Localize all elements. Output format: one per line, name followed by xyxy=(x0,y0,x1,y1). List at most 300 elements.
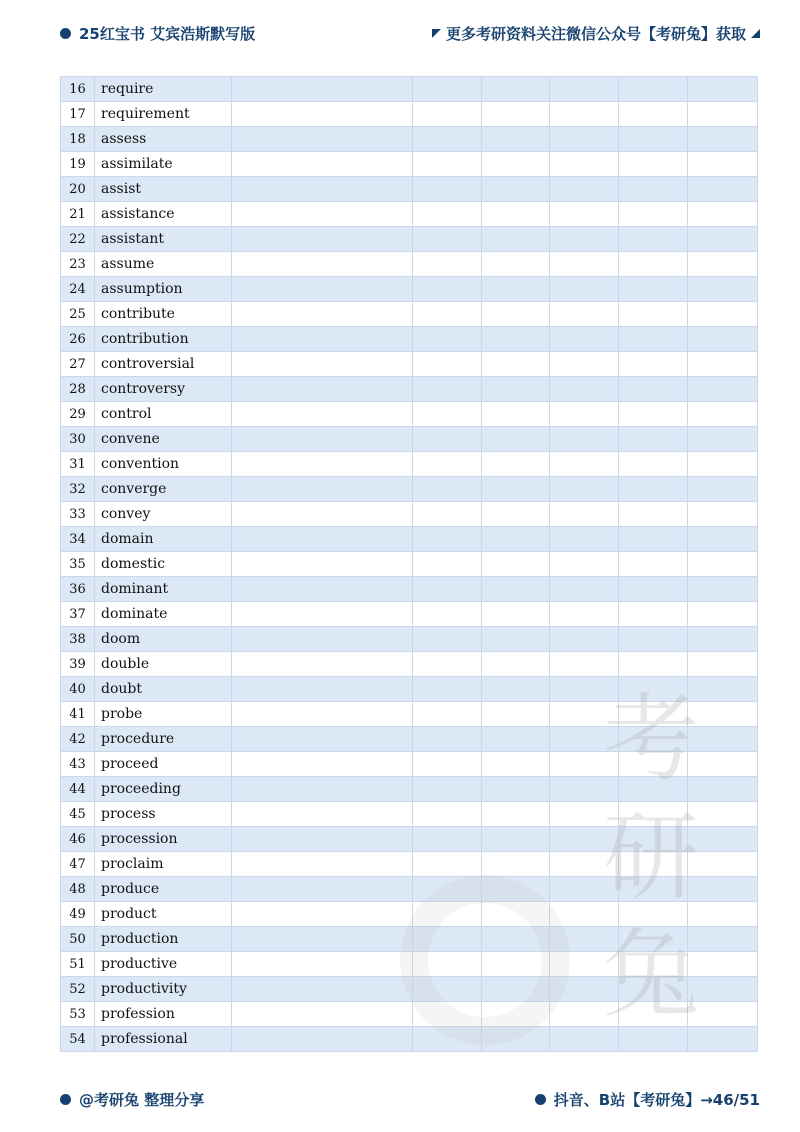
vocab-word: doubt xyxy=(95,677,232,702)
table-row xyxy=(61,452,758,477)
blank-cell xyxy=(550,477,619,502)
row-number: 37 xyxy=(61,602,95,627)
blank-cell xyxy=(413,127,482,152)
vocab-word: procedure xyxy=(95,727,232,752)
blank-cell xyxy=(619,1002,688,1027)
blank-cell xyxy=(688,127,758,152)
table-row xyxy=(61,427,758,452)
blank-cell xyxy=(232,252,413,277)
vocab-word: procession xyxy=(95,827,232,852)
blank-cell xyxy=(232,277,413,302)
blank-cell xyxy=(482,477,550,502)
blank-cell xyxy=(413,977,482,1002)
blank-cell xyxy=(550,77,619,102)
blank-cell xyxy=(232,1002,413,1027)
blank-cell xyxy=(482,252,550,277)
blank-cell xyxy=(688,802,758,827)
blank-cell xyxy=(232,577,413,602)
vocab-word: professional xyxy=(95,1027,232,1052)
blank-cell xyxy=(482,727,550,752)
blank-cell xyxy=(688,227,758,252)
row-number: 44 xyxy=(61,777,95,802)
blank-cell xyxy=(413,827,482,852)
blank-cell xyxy=(232,552,413,577)
blank-cell xyxy=(619,327,688,352)
blank-cell xyxy=(688,1002,758,1027)
blank-cell xyxy=(688,927,758,952)
vocab-word: proceeding xyxy=(95,777,232,802)
table-row xyxy=(61,402,758,427)
blank-cell xyxy=(688,727,758,752)
table-row xyxy=(61,277,758,302)
vocab-word: product xyxy=(95,902,232,927)
blank-cell xyxy=(688,977,758,1002)
row-number: 41 xyxy=(61,702,95,727)
blank-cell xyxy=(482,377,550,402)
table-row xyxy=(61,777,758,802)
blank-cell xyxy=(482,302,550,327)
vocab-word: require xyxy=(95,77,232,102)
blank-cell xyxy=(232,302,413,327)
blank-cell xyxy=(482,177,550,202)
blank-cell xyxy=(688,952,758,977)
blank-cell xyxy=(413,802,482,827)
blank-cell xyxy=(619,752,688,777)
blank-cell xyxy=(688,852,758,877)
blank-cell xyxy=(413,202,482,227)
vocab-word: convention xyxy=(95,452,232,477)
blank-cell xyxy=(688,452,758,477)
blank-cell xyxy=(688,77,758,102)
row-number: 16 xyxy=(61,77,95,102)
blank-cell xyxy=(550,827,619,852)
blank-cell xyxy=(413,152,482,177)
blank-cell xyxy=(232,327,413,352)
footer-left xyxy=(60,1089,204,1110)
blank-cell xyxy=(232,127,413,152)
blank-cell xyxy=(232,502,413,527)
vocab-word: domain xyxy=(95,527,232,552)
blank-cell xyxy=(232,402,413,427)
vocab-word: profession xyxy=(95,1002,232,1027)
blank-cell xyxy=(688,552,758,577)
blank-cell xyxy=(232,802,413,827)
blank-cell xyxy=(619,1027,688,1052)
table-row xyxy=(61,802,758,827)
blank-cell xyxy=(550,127,619,152)
row-number: 46 xyxy=(61,827,95,852)
blank-cell xyxy=(550,202,619,227)
row-number: 21 xyxy=(61,202,95,227)
table-row xyxy=(61,652,758,677)
blank-cell xyxy=(619,777,688,802)
footer-credit: @考研兔 整理分享 xyxy=(79,1091,205,1109)
blank-cell xyxy=(619,277,688,302)
blank-cell xyxy=(482,402,550,427)
table-row xyxy=(61,852,758,877)
blank-cell xyxy=(413,227,482,252)
blank-cell xyxy=(550,777,619,802)
blank-cell xyxy=(232,727,413,752)
blank-cell xyxy=(232,627,413,652)
blank-cell xyxy=(688,602,758,627)
vocab-word: requirement xyxy=(95,102,232,127)
row-number: 50 xyxy=(61,927,95,952)
row-number: 31 xyxy=(61,452,95,477)
table-row xyxy=(61,702,758,727)
blank-cell xyxy=(413,652,482,677)
table-row xyxy=(61,102,758,127)
blank-cell xyxy=(688,877,758,902)
blank-cell xyxy=(482,352,550,377)
vocab-table xyxy=(60,76,758,1052)
blank-cell xyxy=(232,777,413,802)
blank-cell xyxy=(413,877,482,902)
blank-cell xyxy=(232,427,413,452)
blank-cell xyxy=(550,352,619,377)
row-number: 45 xyxy=(61,802,95,827)
blank-cell xyxy=(550,377,619,402)
blank-cell xyxy=(482,502,550,527)
blank-cell xyxy=(482,277,550,302)
table-row xyxy=(61,202,758,227)
blank-cell xyxy=(413,352,482,377)
vocab-word: production xyxy=(95,927,232,952)
blank-cell xyxy=(413,1002,482,1027)
vocab-word: contribution xyxy=(95,327,232,352)
blank-cell xyxy=(413,1027,482,1052)
blank-cell xyxy=(232,602,413,627)
blank-cell xyxy=(619,77,688,102)
blank-cell xyxy=(550,927,619,952)
blank-cell xyxy=(482,202,550,227)
row-number: 36 xyxy=(61,577,95,602)
blank-cell xyxy=(232,102,413,127)
blank-cell xyxy=(550,277,619,302)
vocab-word: produce xyxy=(95,877,232,902)
header-right xyxy=(432,23,760,44)
table-row xyxy=(61,227,758,252)
blank-cell xyxy=(619,252,688,277)
blank-cell xyxy=(619,727,688,752)
blank-cell xyxy=(232,202,413,227)
vocab-word: productivity xyxy=(95,977,232,1002)
blank-cell xyxy=(688,152,758,177)
row-number: 35 xyxy=(61,552,95,577)
blank-cell xyxy=(482,127,550,152)
blank-cell xyxy=(232,152,413,177)
blank-cell xyxy=(482,327,550,352)
blank-cell xyxy=(413,777,482,802)
blank-cell xyxy=(619,677,688,702)
blank-cell xyxy=(482,827,550,852)
table-row xyxy=(61,1002,758,1027)
blank-cell xyxy=(413,727,482,752)
promo-text: 更多考研资料关注微信公众号【考研兔】获取 xyxy=(445,25,746,43)
blank-cell xyxy=(482,552,550,577)
table-row xyxy=(61,952,758,977)
row-number: 17 xyxy=(61,102,95,127)
blank-cell xyxy=(413,77,482,102)
row-number: 29 xyxy=(61,402,95,427)
blank-cell xyxy=(482,702,550,727)
blank-cell xyxy=(619,352,688,377)
table-row xyxy=(61,727,758,752)
blank-cell xyxy=(413,402,482,427)
table-row xyxy=(61,552,758,577)
blank-cell xyxy=(619,302,688,327)
table-row xyxy=(61,177,758,202)
blank-cell xyxy=(619,227,688,252)
blank-cell xyxy=(482,677,550,702)
blank-cell xyxy=(413,752,482,777)
blank-cell xyxy=(413,527,482,552)
blank-cell xyxy=(619,552,688,577)
row-number: 47 xyxy=(61,852,95,877)
blank-cell xyxy=(619,852,688,877)
blank-cell xyxy=(550,402,619,427)
blank-cell xyxy=(619,427,688,452)
blank-cell xyxy=(550,677,619,702)
blank-cell xyxy=(413,427,482,452)
blank-cell xyxy=(413,602,482,627)
blank-cell xyxy=(550,652,619,677)
row-number: 53 xyxy=(61,1002,95,1027)
blank-cell xyxy=(619,152,688,177)
blank-cell xyxy=(619,202,688,227)
table-row xyxy=(61,477,758,502)
blank-cell xyxy=(413,277,482,302)
blank-cell xyxy=(619,902,688,927)
table-row xyxy=(61,377,758,402)
row-number: 52 xyxy=(61,977,95,1002)
blank-cell xyxy=(232,77,413,102)
table-row xyxy=(61,877,758,902)
blank-cell xyxy=(619,102,688,127)
row-number: 27 xyxy=(61,352,95,377)
table-row xyxy=(61,602,758,627)
row-number: 26 xyxy=(61,327,95,352)
blank-cell xyxy=(688,502,758,527)
vocab-word: contribute xyxy=(95,302,232,327)
blank-cell xyxy=(413,902,482,927)
blank-cell xyxy=(550,552,619,577)
blank-cell xyxy=(550,577,619,602)
blank-cell xyxy=(550,527,619,552)
watermark-char: 考 xyxy=(603,683,699,795)
blank-cell xyxy=(688,252,758,277)
blank-cell xyxy=(482,927,550,952)
row-number: 51 xyxy=(61,952,95,977)
blank-cell xyxy=(619,402,688,427)
row-number: 20 xyxy=(61,177,95,202)
blank-cell xyxy=(619,952,688,977)
blank-cell xyxy=(550,627,619,652)
blank-cell xyxy=(413,252,482,277)
blank-cell xyxy=(688,377,758,402)
triangle-left-icon xyxy=(432,29,441,38)
blank-cell xyxy=(619,702,688,727)
row-number: 38 xyxy=(61,627,95,652)
blank-cell xyxy=(688,827,758,852)
blank-cell xyxy=(482,952,550,977)
table-row xyxy=(61,327,758,352)
blank-cell xyxy=(232,852,413,877)
blank-cell xyxy=(550,1002,619,1027)
blank-cell xyxy=(232,827,413,852)
blank-cell xyxy=(619,652,688,677)
blank-cell xyxy=(619,452,688,477)
blank-cell xyxy=(482,852,550,877)
blank-cell xyxy=(232,877,413,902)
blank-cell xyxy=(232,227,413,252)
table-row xyxy=(61,902,758,927)
blank-cell xyxy=(482,752,550,777)
page-footer xyxy=(0,1084,800,1114)
blank-cell xyxy=(619,177,688,202)
blank-cell xyxy=(482,152,550,177)
blank-cell xyxy=(619,377,688,402)
blank-cell xyxy=(688,302,758,327)
blank-cell xyxy=(413,502,482,527)
blank-cell xyxy=(550,727,619,752)
row-number: 54 xyxy=(61,1027,95,1052)
blank-cell xyxy=(232,752,413,777)
vocab-word: dominate xyxy=(95,602,232,627)
table-row xyxy=(61,677,758,702)
blank-cell xyxy=(232,702,413,727)
blank-cell xyxy=(688,627,758,652)
blank-cell xyxy=(619,627,688,652)
blank-cell xyxy=(482,452,550,477)
watermark-char: 研 xyxy=(603,801,699,913)
blank-cell xyxy=(550,452,619,477)
vocab-word: controversy xyxy=(95,377,232,402)
table-row xyxy=(61,927,758,952)
blank-cell xyxy=(550,752,619,777)
blank-cell xyxy=(482,627,550,652)
blank-cell xyxy=(232,1027,413,1052)
blank-cell xyxy=(413,377,482,402)
row-number: 19 xyxy=(61,152,95,177)
blank-cell xyxy=(232,352,413,377)
blank-cell xyxy=(413,302,482,327)
footer-social-page: 抖音、B站【考研兔】→46/51 xyxy=(553,1091,760,1109)
vocab-word: convey xyxy=(95,502,232,527)
row-number: 25 xyxy=(61,302,95,327)
blank-cell xyxy=(550,502,619,527)
blank-cell xyxy=(688,177,758,202)
blank-cell xyxy=(619,827,688,852)
blank-cell xyxy=(688,352,758,377)
blank-cell xyxy=(413,677,482,702)
row-number: 40 xyxy=(61,677,95,702)
blank-cell xyxy=(619,802,688,827)
vocab-word: process xyxy=(95,802,232,827)
blank-cell xyxy=(688,677,758,702)
blank-cell xyxy=(413,452,482,477)
blank-cell xyxy=(482,802,550,827)
blank-cell xyxy=(619,127,688,152)
row-number: 34 xyxy=(61,527,95,552)
blank-cell xyxy=(619,502,688,527)
row-number: 30 xyxy=(61,427,95,452)
row-number: 39 xyxy=(61,652,95,677)
table-row xyxy=(61,752,758,777)
header-left xyxy=(60,23,255,44)
vocab-word: convene xyxy=(95,427,232,452)
vocab-word: productive xyxy=(95,952,232,977)
table-row xyxy=(61,152,758,177)
row-number: 24 xyxy=(61,277,95,302)
vocab-word: proclaim xyxy=(95,852,232,877)
table-row xyxy=(61,127,758,152)
vocab-word: doom xyxy=(95,627,232,652)
blank-cell xyxy=(688,477,758,502)
blank-cell xyxy=(232,477,413,502)
vocab-word: assimilate xyxy=(95,152,232,177)
blank-cell xyxy=(550,877,619,902)
row-number: 43 xyxy=(61,752,95,777)
row-number: 28 xyxy=(61,377,95,402)
vocab-word: proceed xyxy=(95,752,232,777)
blank-cell xyxy=(482,777,550,802)
table-row xyxy=(61,627,758,652)
blank-cell xyxy=(232,377,413,402)
vocab-table-container xyxy=(60,76,757,1052)
vocab-word: assistance xyxy=(95,202,232,227)
blank-cell xyxy=(619,577,688,602)
blank-cell xyxy=(232,652,413,677)
vocab-word: probe xyxy=(95,702,232,727)
blank-cell xyxy=(232,977,413,1002)
blank-cell xyxy=(413,927,482,952)
blank-cell xyxy=(482,902,550,927)
blank-cell xyxy=(688,652,758,677)
blank-cell xyxy=(413,102,482,127)
blank-cell xyxy=(550,1027,619,1052)
vocab-word: double xyxy=(95,652,232,677)
bullet-icon xyxy=(535,1094,546,1105)
blank-cell xyxy=(413,852,482,877)
blank-cell xyxy=(619,527,688,552)
table-row xyxy=(61,1027,758,1052)
vocab-word: assume xyxy=(95,252,232,277)
blank-cell xyxy=(619,602,688,627)
triangle-right-icon xyxy=(751,29,760,38)
blank-cell xyxy=(688,752,758,777)
blank-cell xyxy=(688,427,758,452)
blank-cell xyxy=(550,977,619,1002)
vocab-word: assist xyxy=(95,177,232,202)
blank-cell xyxy=(550,227,619,252)
vocab-word: controversial xyxy=(95,352,232,377)
blank-cell xyxy=(688,1027,758,1052)
blank-cell xyxy=(688,902,758,927)
footer-right xyxy=(535,1089,760,1110)
blank-cell xyxy=(688,527,758,552)
blank-cell xyxy=(550,952,619,977)
blank-cell xyxy=(550,427,619,452)
blank-cell xyxy=(232,452,413,477)
blank-cell xyxy=(482,652,550,677)
table-row xyxy=(61,577,758,602)
blank-cell xyxy=(550,177,619,202)
blank-cell xyxy=(232,527,413,552)
blank-cell xyxy=(482,427,550,452)
blank-cell xyxy=(232,952,413,977)
blank-cell xyxy=(619,877,688,902)
